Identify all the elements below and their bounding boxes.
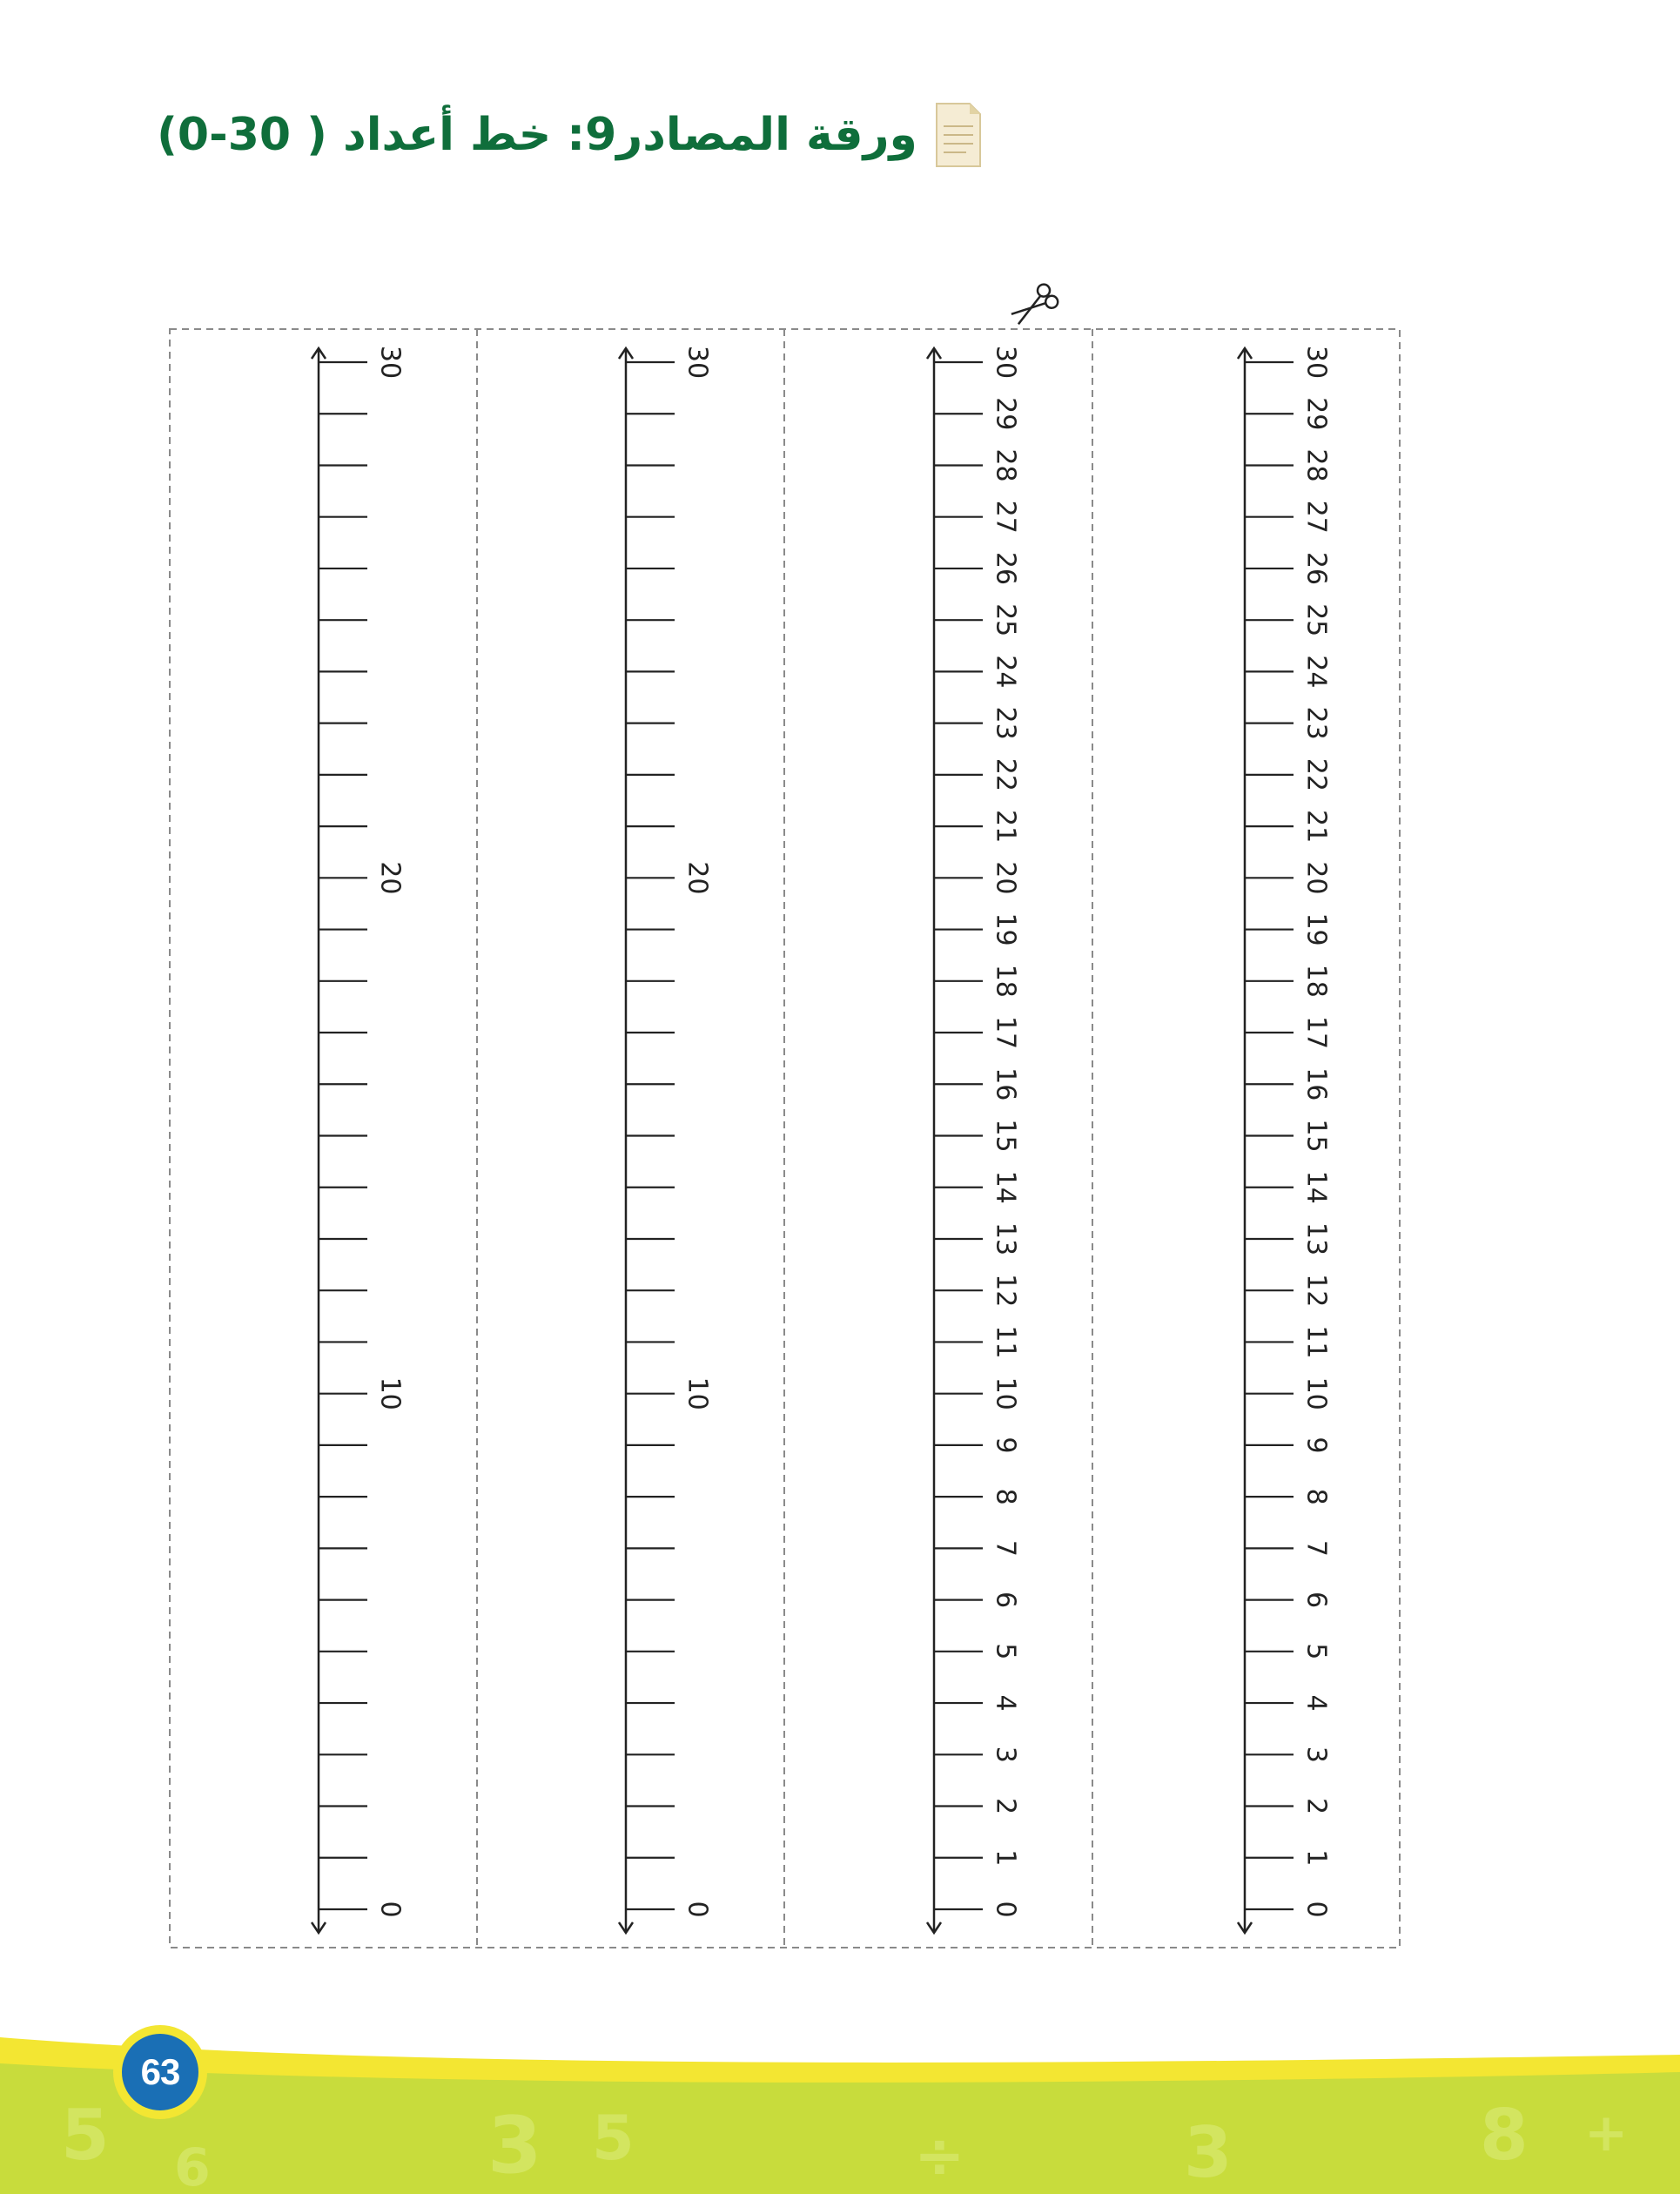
tick-label: 24 [990, 655, 1021, 689]
tick-label: 13 [1300, 1222, 1332, 1256]
svg-text:5: 5 [61, 2095, 110, 2176]
tick-label: 26 [990, 551, 1021, 586]
tick-label: 30 [374, 345, 406, 380]
tick-label: 14 [990, 1170, 1021, 1204]
tick-label: 22 [1300, 757, 1332, 791]
tick-label: 17 [1300, 1015, 1332, 1050]
tick-label: 0 [682, 1901, 713, 1918]
tick-label: 0 [990, 1901, 1021, 1918]
tick-label: 23 [1300, 706, 1332, 740]
tick-label: 13 [990, 1222, 1021, 1256]
tick-label: 4 [990, 1694, 1021, 1712]
tick-label: 8 [990, 1488, 1021, 1505]
tick-label: 28 [990, 448, 1021, 482]
tick-label: 18 [990, 964, 1021, 998]
tick-label: 20 [1300, 861, 1332, 895]
tick-label: 11 [1300, 1325, 1332, 1359]
tick-label: 20 [990, 861, 1021, 895]
tick-label: 14 [1300, 1170, 1332, 1204]
tick-label: 3 [990, 1746, 1021, 1763]
tick-label: 24 [1300, 655, 1332, 689]
svg-text:+: + [1584, 2103, 1629, 2164]
svg-text:3: 3 [1184, 2112, 1233, 2193]
tick-label: 19 [1300, 912, 1332, 946]
tick-label: 10 [990, 1376, 1021, 1410]
tick-label: 29 [990, 397, 1021, 431]
tick-label: 7 [1300, 1539, 1332, 1557]
tick-label: 29 [1300, 397, 1332, 431]
tick-label: 12 [1300, 1274, 1332, 1308]
tick-label: 27 [990, 500, 1021, 534]
tick-label: 10 [374, 1376, 406, 1410]
tick-label: 20 [374, 861, 406, 895]
number-line [927, 346, 1021, 1933]
number-line [1238, 346, 1332, 1933]
tick-label: 18 [1300, 964, 1332, 998]
tick-label: 16 [990, 1067, 1021, 1101]
tick-label: 30 [990, 345, 1021, 380]
tick-label: 5 [1300, 1643, 1332, 1660]
tick-label: 10 [1300, 1376, 1332, 1410]
svg-text:8: 8 [1480, 2095, 1529, 2176]
tick-label: 22 [990, 757, 1021, 791]
tick-label: 2 [990, 1797, 1021, 1815]
tick-label: 3 [1300, 1746, 1332, 1763]
tick-label: 7 [990, 1539, 1021, 1557]
tick-label: 23 [990, 706, 1021, 740]
tick-label: 0 [374, 1901, 406, 1918]
svg-text:÷: ÷ [914, 2120, 965, 2191]
tick-label: 16 [1300, 1067, 1332, 1101]
svg-text:5: 5 [592, 2103, 635, 2174]
tick-label: 20 [682, 861, 713, 895]
tick-label: 8 [1300, 1488, 1332, 1505]
tick-label: 9 [990, 1437, 1021, 1454]
tick-label: 9 [1300, 1437, 1332, 1454]
tick-label: 6 [990, 1592, 1021, 1609]
number-line [312, 346, 406, 1933]
tick-label: 26 [1300, 551, 1332, 586]
tick-label: 1 [990, 1849, 1021, 1867]
tick-label: 12 [990, 1274, 1021, 1308]
tick-label: 0 [1300, 1901, 1332, 1918]
number-line [619, 346, 713, 1933]
tick-label: 15 [990, 1119, 1021, 1153]
tick-label: 21 [990, 810, 1021, 844]
tick-label: 30 [682, 345, 713, 380]
tick-label: 19 [990, 912, 1021, 946]
tick-label: 5 [990, 1643, 1021, 1660]
svg-text:3: 3 [487, 2100, 542, 2191]
tick-label: 4 [1300, 1694, 1332, 1712]
tick-label: 2 [1300, 1797, 1332, 1815]
tick-label: 17 [990, 1015, 1021, 1050]
tick-label: 11 [990, 1325, 1021, 1359]
tick-label: 27 [1300, 500, 1332, 534]
page-title: ورقة المصادر9: خط أعداد ( 30-0) [157, 109, 917, 161]
footer-band [0, 2002, 1680, 2194]
tick-label: 15 [1300, 1119, 1332, 1153]
svg-text:6: 6 [174, 2137, 211, 2194]
tick-label: 1 [1300, 1849, 1332, 1867]
page-number: 63 [122, 2034, 198, 2110]
scissors-icon [1007, 282, 1060, 330]
tick-label: 25 [990, 603, 1021, 637]
tick-label: 10 [682, 1376, 713, 1410]
tick-label: 30 [1300, 345, 1332, 380]
tick-label: 28 [1300, 448, 1332, 482]
tick-label: 25 [1300, 603, 1332, 637]
tick-label: 6 [1300, 1592, 1332, 1609]
tick-label: 21 [1300, 810, 1332, 844]
page-number-badge [113, 2025, 207, 2119]
